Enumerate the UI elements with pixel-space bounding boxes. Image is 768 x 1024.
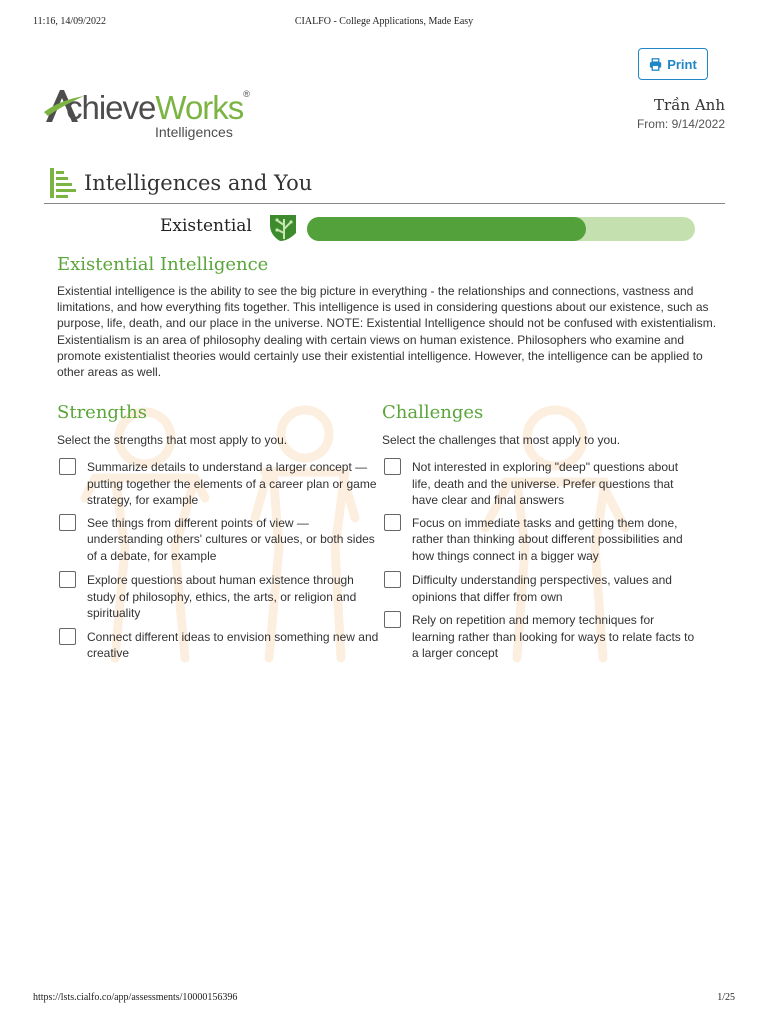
strength-item[interactable] [57, 572, 379, 622]
print-page-number: 1/25 [717, 992, 735, 1003]
challenge-label: Not interested in exploring "deep" questions about life, death and the universe. Prefer questions that have clear and final answers [412, 460, 679, 507]
challenge-item[interactable] [382, 459, 698, 509]
strength-item[interactable] [57, 515, 379, 565]
user-name: Trần Anh [654, 96, 725, 114]
challenge-item[interactable] [382, 515, 698, 565]
strength-label: Summarize details to understand a larger concept — putting together the elements of a career plan or game strategy, for example [87, 460, 377, 507]
print-button-label: Print [667, 56, 697, 72]
challenge-label: Focus on immediate tasks and getting them done, rather than thinking about different possibilities and how things connect in a bigger way [412, 515, 683, 563]
strength-label: Connect different ideas to envision something new and creative [87, 629, 379, 660]
strength-checkbox[interactable] [59, 458, 76, 475]
strength-item[interactable] [57, 459, 379, 509]
print-timestamp: 11:16, 14/09/2022 [33, 16, 106, 27]
intelligence-heading: Existential Intelligence [57, 254, 269, 275]
strength-label: Explore questions about human existence through study of philosophy, ethics, the arts, or religion and spirituality [87, 573, 357, 620]
section-title: Intelligences and You [84, 171, 313, 195]
challenge-checkbox[interactable] [384, 571, 401, 588]
challenge-checkbox[interactable] [384, 611, 401, 628]
challenge-label: Difficulty understanding perspectives, values and opinions that differ from own [412, 573, 672, 604]
report-date: From: 9/14/2022 [636, 117, 725, 131]
print-button[interactable] [638, 48, 708, 80]
logo-wordmark: chieveWorks® [66, 89, 249, 126]
challenges-prompt: Select the challenges that most apply to you. [382, 433, 621, 447]
challenge-item[interactable] [382, 612, 698, 662]
score-bar-fill [307, 217, 586, 241]
section-header [50, 166, 312, 200]
challenge-item[interactable] [382, 572, 698, 605]
intelligence-score-row [160, 213, 700, 243]
challenge-label: Rely on repetition and memory techniques for learning rather than looking for ways to relate facts to a larger concept [412, 613, 695, 660]
bars-list-icon [50, 168, 76, 198]
challenge-checkbox[interactable] [384, 458, 401, 475]
tree-of-life-icon [268, 213, 298, 243]
strengths-prompt: Select the strengths that most apply to you. [57, 433, 288, 447]
print-page-title: CIALFO - College Applications, Made Easy [294, 16, 474, 27]
print-footer [0, 992, 768, 1008]
strengths-section [57, 402, 377, 662]
divider [44, 203, 725, 204]
print-url: https://lsts.cialfo.co/app/assessments/10000156396 [33, 992, 238, 1003]
intelligence-name: Existential [160, 216, 252, 236]
strength-checkbox[interactable] [59, 628, 76, 645]
intelligence-description: Existential intelligence is the ability to see the big picture in everything - the relationships and connections, vastness and limitations, and how everything fits together. This intelligence is used in considering questions about our existence, such as purpose, life, death, and our place in the universe. NOTE: Existential Intelligence should not be confused with existentialism. Existentialism is an area of philosophy dealing with certain views on human existence. Philosophers who examine and promote existentialist theories would certainly use their existential intelligence. However, the intelligence can be applied to other areas as well. [57, 284, 717, 380]
challenge-checkbox[interactable] [384, 514, 401, 531]
strengths-heading: Strengths [57, 402, 147, 423]
strength-label: See things from different points of view — understanding others' cultures or values, or both sides of a debate, for example [87, 515, 375, 563]
strength-checkbox[interactable] [59, 571, 76, 588]
score-bar-track [307, 217, 695, 241]
print-icon [649, 58, 662, 71]
strength-item[interactable] [57, 629, 379, 662]
achieveworks-logo [44, 86, 249, 142]
challenges-heading: Challenges [382, 402, 484, 423]
print-header [0, 16, 768, 32]
logo-subtitle: Intelligences [155, 124, 233, 140]
challenges-section [382, 402, 702, 662]
strength-checkbox[interactable] [59, 514, 76, 531]
